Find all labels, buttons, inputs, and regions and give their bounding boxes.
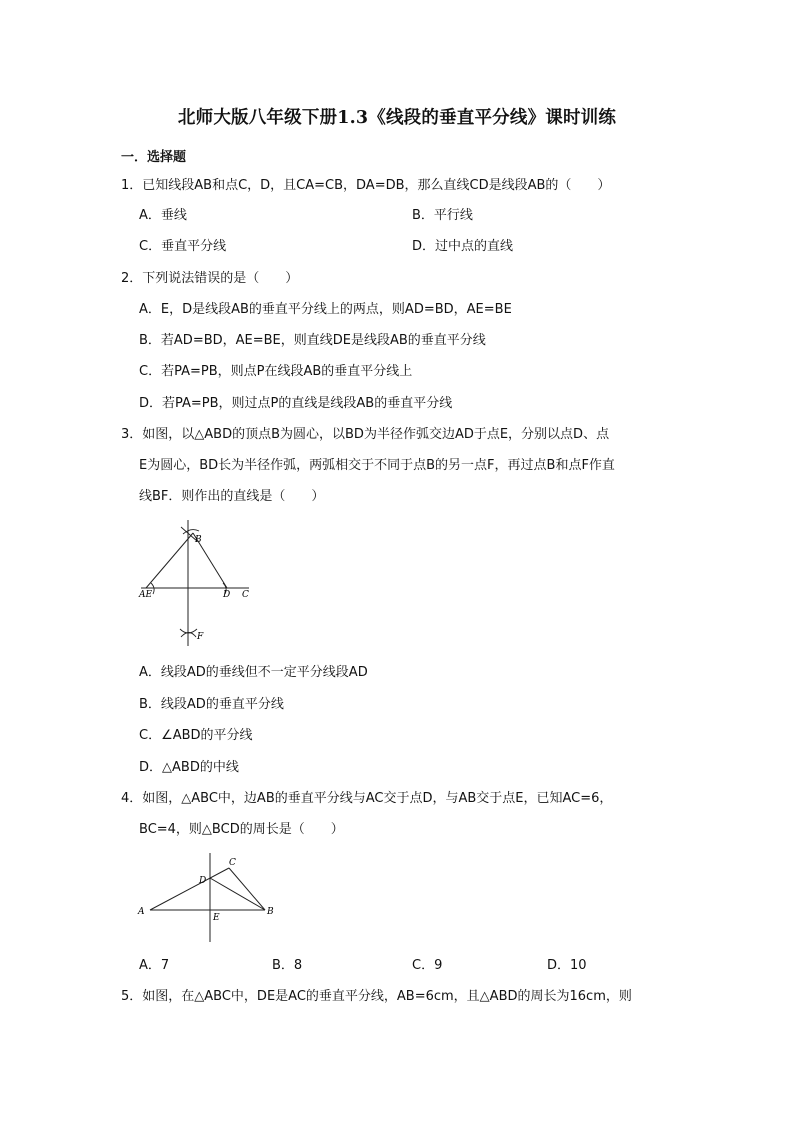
q4-option-b[interactable]: B．8 [272,958,303,973]
q4-figure-svg [135,850,285,950]
q4-stem-line-2: BC=4，则△BCD的周长是（ ） [139,822,344,837]
q3-option-a[interactable]: A．线段AD的垂线但不一定平分线段AD [139,665,368,680]
q3-label-c: C [242,590,249,600]
q3-option-d[interactable]: D．△ABD的中线 [139,760,239,775]
q1-option-c[interactable]: C．垂直平分线 [139,239,227,254]
q3-stem-line-2: E为圆心，BD长为半径作弧，两弧相交于不同于点B的另一点F，再过点B和点F作直 [139,458,615,473]
q2-option-a[interactable]: A．E，D是线段AB的垂直平分线上的两点，则AD=BD，AE=BE [139,302,512,317]
q1-option-a[interactable]: A．垂线 [139,208,187,223]
q4-segment-db [210,878,265,910]
q5-stem: 5．如图，在△ABC中，DE是AC的垂直平分线，AB=6cm，且△ABD的周长为16cm，则 [121,989,632,1004]
q3-side-ab [146,533,193,588]
q3-arc-b [183,530,199,534]
section-heading: 一．选择题 [121,150,187,165]
q1-option-b[interactable]: B．平行线 [412,208,473,223]
q2-stem: 2．下列说法错误的是（ ） [121,271,299,286]
q2-option-b[interactable]: B．若AD=BD，AE=BE，则直线DE是线段AB的垂直平分线 [139,333,486,348]
q4-label-c: C [229,858,236,868]
q4-option-a[interactable]: A．7 [139,958,170,973]
q4-side-ac [150,868,229,910]
q3-label-b: B [195,535,202,545]
q2-option-d[interactable]: D．若PA=PB，则过点P的直线是线段AB的垂直平分线 [139,396,453,411]
q4-option-c[interactable]: C．9 [412,958,443,973]
q4-label-d: D [199,876,207,886]
q4-stem-line-1: 4．如图，△ABC中，边AB的垂直平分线与AC交于点D，与AB交于点E，已知AC=6， [121,791,613,806]
q3-option-b[interactable]: B．线段AD的垂直平分线 [139,697,284,712]
q3-label-ae: AE [139,590,153,600]
q4-label-e: E [213,913,220,923]
page-title: 北师大版八年级下册1.3《线段的垂直平分线》课时训练 [177,108,617,128]
q4-side-cb [229,868,265,910]
q1-stem: 1．已知线段AB和点C，D，且CA=CB，DA=DB，那么直线CD是线段AB的（ ） [121,178,611,193]
q4-option-d[interactable]: D．10 [547,958,587,973]
q3-stem-line-3: 线BF．则作出的直线是（ ） [139,489,325,504]
q3-option-c[interactable]: C．∠ABD的平分线 [139,728,253,743]
q3-label-f: F [197,632,204,642]
q3-stem-line-1: 3．如图，以△ABD的顶点B为圆心，以BD为半径作弧交边AD于点E，分别以点D、点 [121,427,610,442]
q1-option-d[interactable]: D．过中点的直线 [412,239,514,254]
q3-label-d: D [223,590,231,600]
q3-figure-svg [135,515,265,650]
q4-label-a: A [138,907,145,917]
q2-option-c[interactable]: C．若PA=PB，则点P在线段AB的垂直平分线上 [139,364,413,379]
q4-label-b: B [267,907,274,917]
